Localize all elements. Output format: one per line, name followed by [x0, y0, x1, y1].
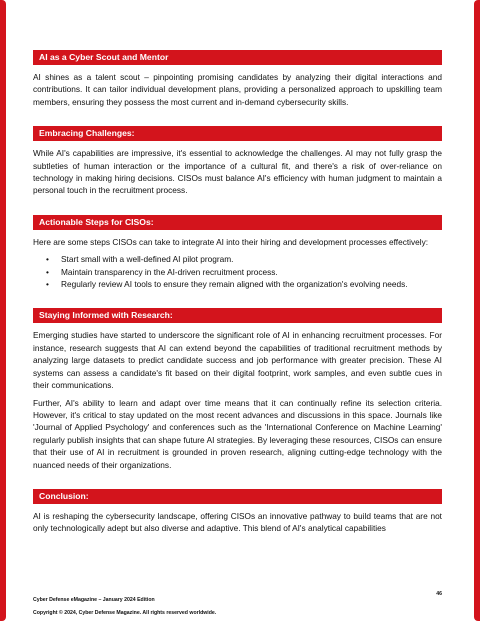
bullet-icon: • [46, 266, 49, 277]
section-heading: AI as a Cyber Scout and Mentor [33, 50, 442, 65]
right-edge-accent [474, 0, 480, 621]
section-challenges [33, 126, 442, 197]
section-paragraph: Here are some steps CISOs can take to integrate AI into their hiring and development processes effectively: [33, 236, 429, 247]
steps-list [33, 253, 442, 290]
section-actionable-steps [33, 215, 442, 291]
bullet-icon: • [46, 279, 49, 290]
page-footer [33, 588, 442, 614]
section-conclusion [33, 489, 442, 535]
list-item-text: Maintain transparency in the AI-driven recruitment process. [61, 266, 278, 277]
section-heading: Conclusion: [33, 489, 442, 504]
edition-label: Cyber Defense eMagazine – January 2024 Edition [33, 597, 155, 603]
list-item [33, 253, 442, 265]
section-heading: Embracing Challenges: [33, 126, 442, 141]
section-paragraph: While AI's capabilities are impressive, it's essential to acknowledge the challenges. AI may not fully grasp the subtleties of human interaction or the importance of a cultural fit, and there's a risk of over-reliance on technology in making hiring decisions. CISOs must balance AI's efficiency with human judgment to maintain a personal touch in the recruitment process. [33, 148, 442, 196]
list-item [33, 278, 442, 290]
section-paragraph: Further, AI's ability to learn and adapt over time means that it can continually refine its selection criteria. However, it's critical to stay updated on the most recent advances and discussions in this space. Journals like 'Journal of Applied Psychology' and conferences such as the 'International Conference on Machine Learning' regularly publish insights that can shape future AI strategies. By leveraging these resources, CISOs can ensure that their use of AI in recruitment is grounded in proven research, aligning cutting-edge technology with the nuanced needs of their organizations. [33, 397, 442, 470]
section-paragraph: Emerging studies have started to underscore the significant role of AI in enhancing recruitment processes. For instance, research suggests that AI can extend beyond the capabilities of traditional recruitment methods by analyzing large datasets to predict candidate success and job performance with greater precision. These AI systems can assess a candidate's fit based on their digital footprint, work samples, and even subtle cues in their communications. [33, 330, 442, 391]
page-number: 46 [436, 591, 442, 597]
copyright-notice: Copyright © 2024, Cyber Defense Magazine. All rights reserved worldwide. [33, 610, 217, 616]
section-paragraph: AI is reshaping the cybersecurity landscape, offering CISOs an innovative pathway to build teams that are not only technologically adept but also diverse and adaptive. This blend of AI's analytical capabilities [33, 510, 442, 534]
section-research [33, 308, 442, 470]
section-heading: Actionable Steps for CISOs: [33, 215, 442, 230]
list-item-text: Regularly review AI tools to ensure they remain aligned with the organization's evolving needs. [61, 279, 408, 290]
list-item-text: Start small with a well-defined AI pilot program. [61, 254, 234, 265]
section-cyber-scout [33, 50, 442, 108]
article-body [33, 50, 442, 540]
section-heading: Staying Informed with Research: [33, 308, 442, 323]
left-edge-accent [0, 0, 6, 621]
section-paragraph: AI shines as a talent scout – pinpointing promising candidates by analyzing their digital interactions and contributions. It can tailor individual development plans, providing a personalized approach to upskilling team members, ensuring they possess the most current and in-demand cybersecurity skills. [33, 72, 442, 107]
bullet-icon: • [46, 254, 49, 265]
list-item [33, 266, 442, 278]
